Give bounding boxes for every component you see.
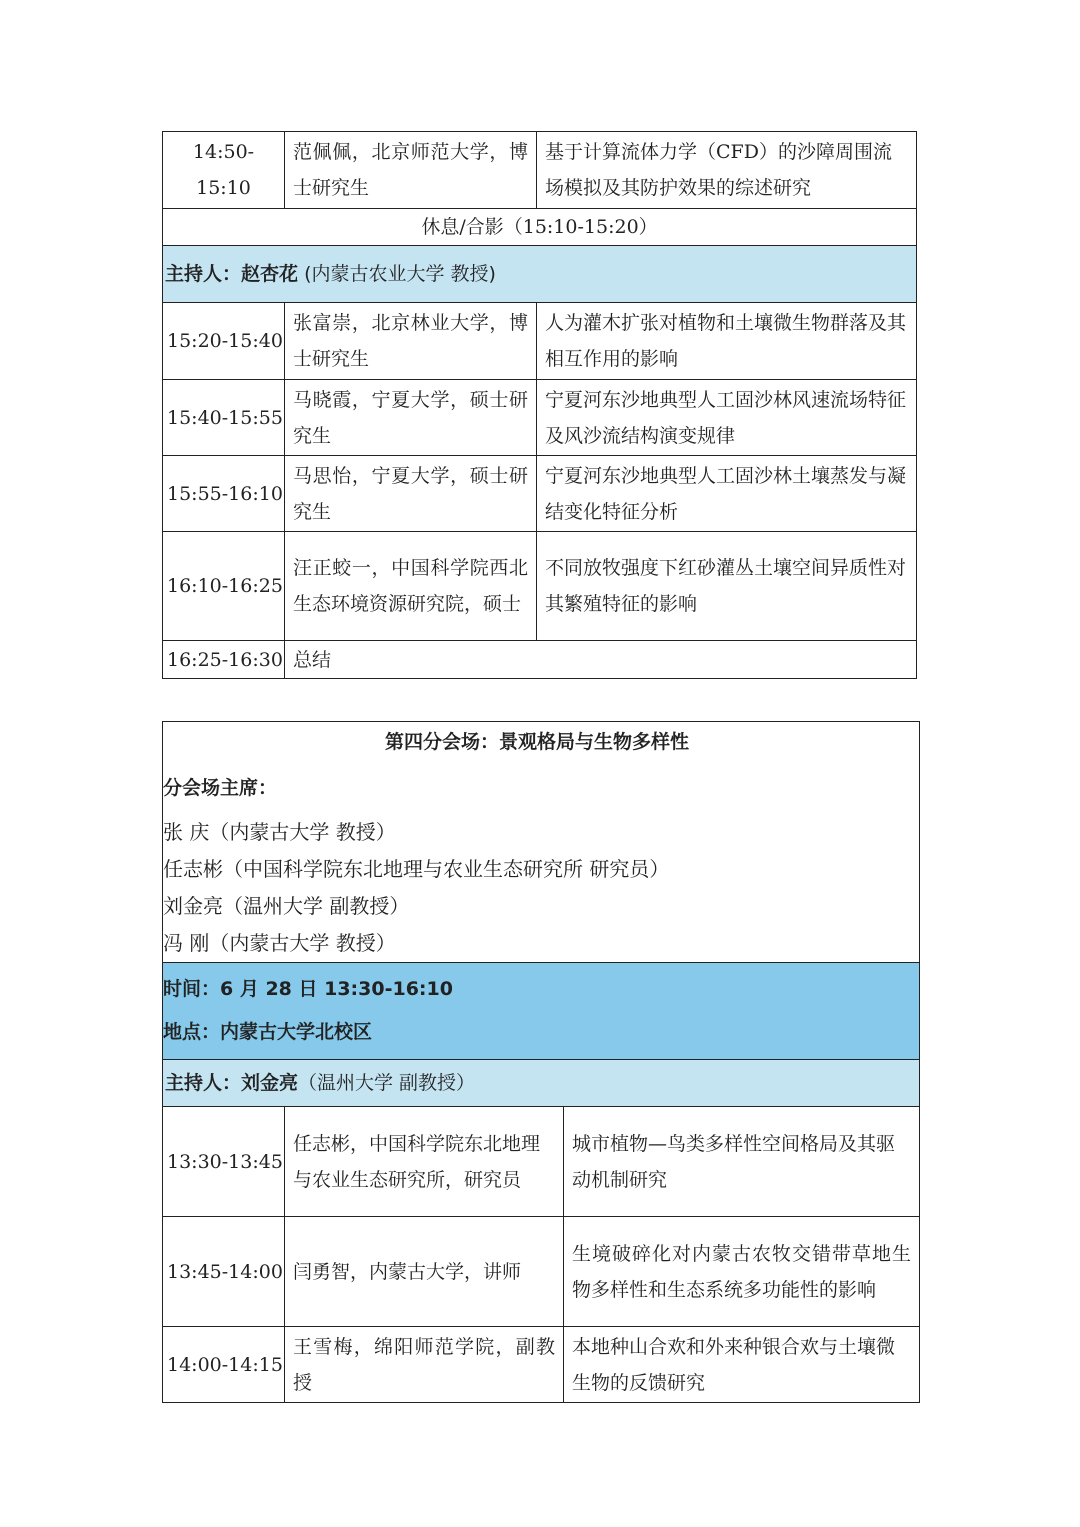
speaker-cell: 王雪梅，绵阳师范学院，副教授	[285, 1327, 564, 1403]
break-cell: 休息/合影（15:10-15:20）	[163, 209, 917, 246]
talk-title-cell: 宁夏河东沙地典型人工固沙林风速流场特征及风沙流结构演变规律	[537, 380, 917, 456]
host-label: 主持人：刘金亮	[165, 1072, 299, 1094]
time-cell: 15:20-15:40	[163, 303, 285, 380]
time-cell: 14:50-15:10	[163, 132, 285, 209]
chair-item: 冯 刚（内蒙古大学 教授）	[163, 931, 396, 955]
schedule-info-cell	[163, 963, 920, 1060]
schedule-info-row	[163, 963, 920, 1060]
chair-item: 刘金亮（温州大学 副教授）	[163, 894, 410, 918]
section-header-cell	[163, 722, 920, 963]
host-cell	[163, 1060, 920, 1107]
closing-row	[163, 641, 917, 679]
section-header-row	[163, 722, 920, 963]
table-row	[163, 1217, 920, 1327]
time-cell: 16:25-16:30	[163, 641, 285, 679]
closing-cell: 总结	[285, 641, 917, 679]
host-row	[163, 1060, 920, 1107]
talk-title-cell: 生境破碎化对内蒙古农牧交错带草地生物多样性和生态系统多功能性的影响	[564, 1217, 920, 1327]
time-line: 时间：6 月 28 日 13:30-16:10	[163, 978, 453, 1000]
break-row	[163, 209, 917, 246]
chair-item: 张 庆（内蒙古大学 教授）	[163, 820, 396, 844]
host-row	[163, 246, 917, 303]
table-row	[163, 456, 917, 532]
host-label: 主持人：赵杏花	[165, 263, 299, 285]
time-cell: 14:00-14:15	[163, 1327, 285, 1403]
host-affiliation: (内蒙古农业大学 教授)	[304, 263, 496, 285]
speaker-cell: 马思怡，宁夏大学，硕士研究生	[285, 456, 537, 532]
talk-title-cell: 人为灌木扩张对植物和土壤微生物群落及其相互作用的影响	[537, 303, 917, 380]
host-affiliation: （温州大学 副教授）	[298, 1072, 476, 1094]
talk-title-cell: 城市植物—鸟类多样性空间格局及其驱动机制研究	[564, 1107, 920, 1217]
time-cell: 13:30-13:45	[163, 1107, 285, 1217]
speaker-cell: 马晓霞，宁夏大学，硕士研究生	[285, 380, 537, 456]
table-row	[163, 380, 917, 456]
speaker-cell: 汪正蛟一，中国科学院西北生态环境资源研究院，硕士	[285, 532, 537, 641]
chair-item: 任志彬（中国科学院东北地理与农业生态研究所 研究员）	[163, 857, 670, 881]
session4-table	[162, 721, 920, 1403]
table-row	[163, 1107, 920, 1217]
talk-title-cell: 基于计算流体力学（CFD）的沙障周围流场模拟及其防护效果的综述研究	[537, 132, 917, 209]
table-row	[163, 132, 917, 209]
speaker-cell: 张富崇，北京林业大学，博士研究生	[285, 303, 537, 380]
speaker-cell: 闫勇智，内蒙古大学，讲师	[285, 1217, 564, 1327]
table-row	[163, 303, 917, 380]
time-cell: 15:40-15:55	[163, 380, 285, 456]
time-cell: 15:55-16:10	[163, 456, 285, 532]
speaker-cell: 范佩佩，北京师范大学，博士研究生	[285, 132, 537, 209]
table-row	[163, 1327, 920, 1403]
section-title: 第四分会场：景观格局与生物多样性	[385, 731, 690, 753]
place-line: 地点：内蒙古大学北校区	[163, 1021, 373, 1043]
talk-title-cell: 本地种山合欢和外来种银合欢与土壤微生物的反馈研究	[564, 1327, 920, 1403]
chairs-label: 分会场主席：	[163, 777, 278, 799]
time-cell: 16:10-16:25	[163, 532, 285, 641]
time-cell: 13:45-14:00	[163, 1217, 285, 1327]
table-row	[163, 532, 917, 641]
talk-title-cell: 不同放牧强度下红砂灌丛土壤空间异质性对其繁殖特征的影响	[537, 532, 917, 641]
host-cell	[163, 246, 917, 303]
session3-table	[162, 131, 917, 679]
talk-title-cell: 宁夏河东沙地典型人工固沙林土壤蒸发与凝结变化特征分析	[537, 456, 917, 532]
speaker-cell: 任志彬，中国科学院东北地理与农业生态研究所，研究员	[285, 1107, 564, 1217]
